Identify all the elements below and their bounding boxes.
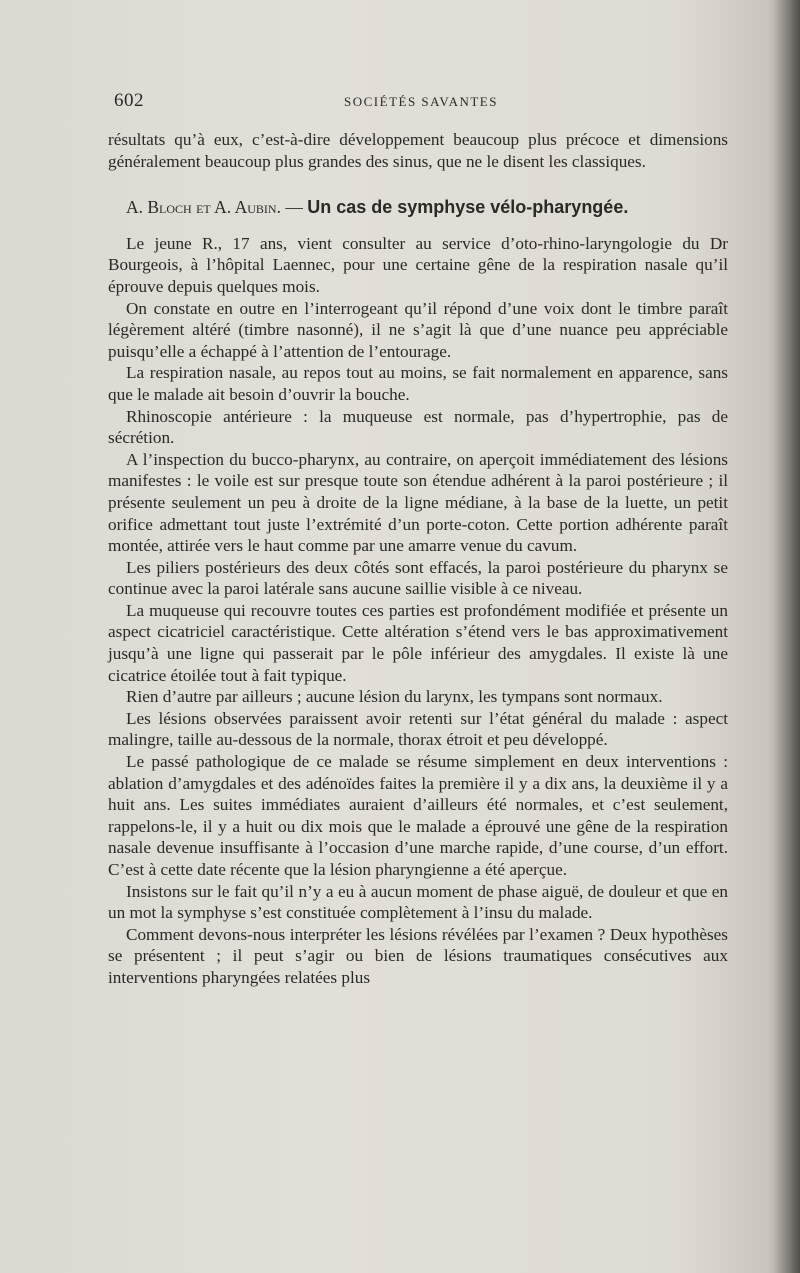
page-number: 602 bbox=[114, 90, 144, 111]
journal-title: SOCIÉTÉS SAVANTES bbox=[344, 94, 498, 109]
article-heading bbox=[108, 197, 728, 219]
paragraph: On constate en outre en l’interrogeant qu’il répond d’une voix dont le timbre paraît légèrement altéré (timbre nasonné), il ne s’agit là que d’une nuance peu appréciable puisqu’elle a échappé à l’attention de l’entourage. bbox=[108, 298, 728, 361]
paragraph: La respiration nasale, au repos tout au moins, se fait normalement en apparence, sans que le malade ait besoin d’ouvrir la bouche. bbox=[108, 363, 728, 404]
continued-paragraph: résultats qu’à eux, c’est-à-dire développement beaucoup plus précoce et dimensions généralement beaucoup plus grandes des sinus, que ne le disent les classiques. bbox=[108, 130, 728, 171]
paragraph: Le passé pathologique de ce malade se résume simplement en deux interventions : ablation d’amygdales et des adénoïdes faites la première il y a dix ans, la deuxième il y a huit ans. Les suites immédiates auraient d’ailleurs été normales, et c’est seulement, rappelons-le, il y a huit ou dix mois que le malade a éprouvé une gêne de la respiration nasale devenue insuffisante à l’occasion d’une marche rapide, d’une course, d’un effort. C’est à cette date récente que la lésion pharyngienne a été aperçue. bbox=[108, 752, 728, 879]
running-head bbox=[114, 90, 728, 116]
paragraph: La muqueuse qui recouvre toutes ces parties est profondément modifiée et présente un aspect cicatriciel caractéristique. Cette altération s’étend vers le bas approximativement jusqu’à une ligne qui passerait par le pôle inférieur des amygdales. Il existe là une cicatrice étoilée tout à fait typique. bbox=[108, 600, 728, 685]
paragraph: Insistons sur le fait qu’il n’y a eu à aucun moment de phase aiguë, de douleur et que en un mot la symphyse s’est constituée complètement à l’insu du malade. bbox=[108, 881, 728, 923]
paragraph: Comment devons-nous interpréter les lésions révélées par l’examen ? Deux hypothèses se présentent ; il peut s’agir ou bien de lésions traumatiques consécutives aux interventions pharyngées relatées plus bbox=[108, 924, 728, 987]
paragraph: Rien d’autre par ailleurs ; aucune lésion du larynx, les tympans sont normaux. bbox=[126, 687, 663, 707]
page-edge-shadow bbox=[774, 0, 800, 1273]
paragraph: A l’inspection du bucco-pharynx, au contraire, on aperçoit immédiatement des lésions manifestes : le voile est sur presque toute son étendue adhérent à la paroi postérieure ; il présente seulement un peu à droite de la ligne médiane, à la base de la luette, un petit orifice admettant tout juste l’extrémité d’un porte-coton. Cette portion adhérente paraît montée, attirée vers le haut comme par une amarre venue du cavum. bbox=[108, 449, 728, 556]
article-title: Un cas de symphyse vélo-pharyngée. bbox=[307, 197, 629, 218]
paragraph: Le jeune R., 17 ans, vient consulter au service d’oto-rhino-laryngologie du Dr Bourgeois, à l’hôpital Laennec, pour une certaine gêne de la respiration nasale qu’il éprouve depuis quelques mois. bbox=[108, 233, 728, 296]
body-text bbox=[108, 129, 728, 989]
paragraph: Les piliers postérieurs des deux côtés sont effacés, la paroi postérieure du pharynx se continue avec la paroi latérale sans aucune saillie visible à ce niveau. bbox=[108, 557, 728, 599]
paragraph: Les lésions observées paraissent avoir retenti sur l’état général du malade : aspect malingre, taille au-dessous de la normale, thorax étroit et peu développé. bbox=[108, 708, 728, 750]
paragraph: Rhinoscopie antérieure : la muqueuse est normale, pas d’hypertrophie, pas de sécrétion. bbox=[108, 406, 728, 448]
article-authors: A. Bloch et A. Aubin. — bbox=[126, 197, 303, 218]
